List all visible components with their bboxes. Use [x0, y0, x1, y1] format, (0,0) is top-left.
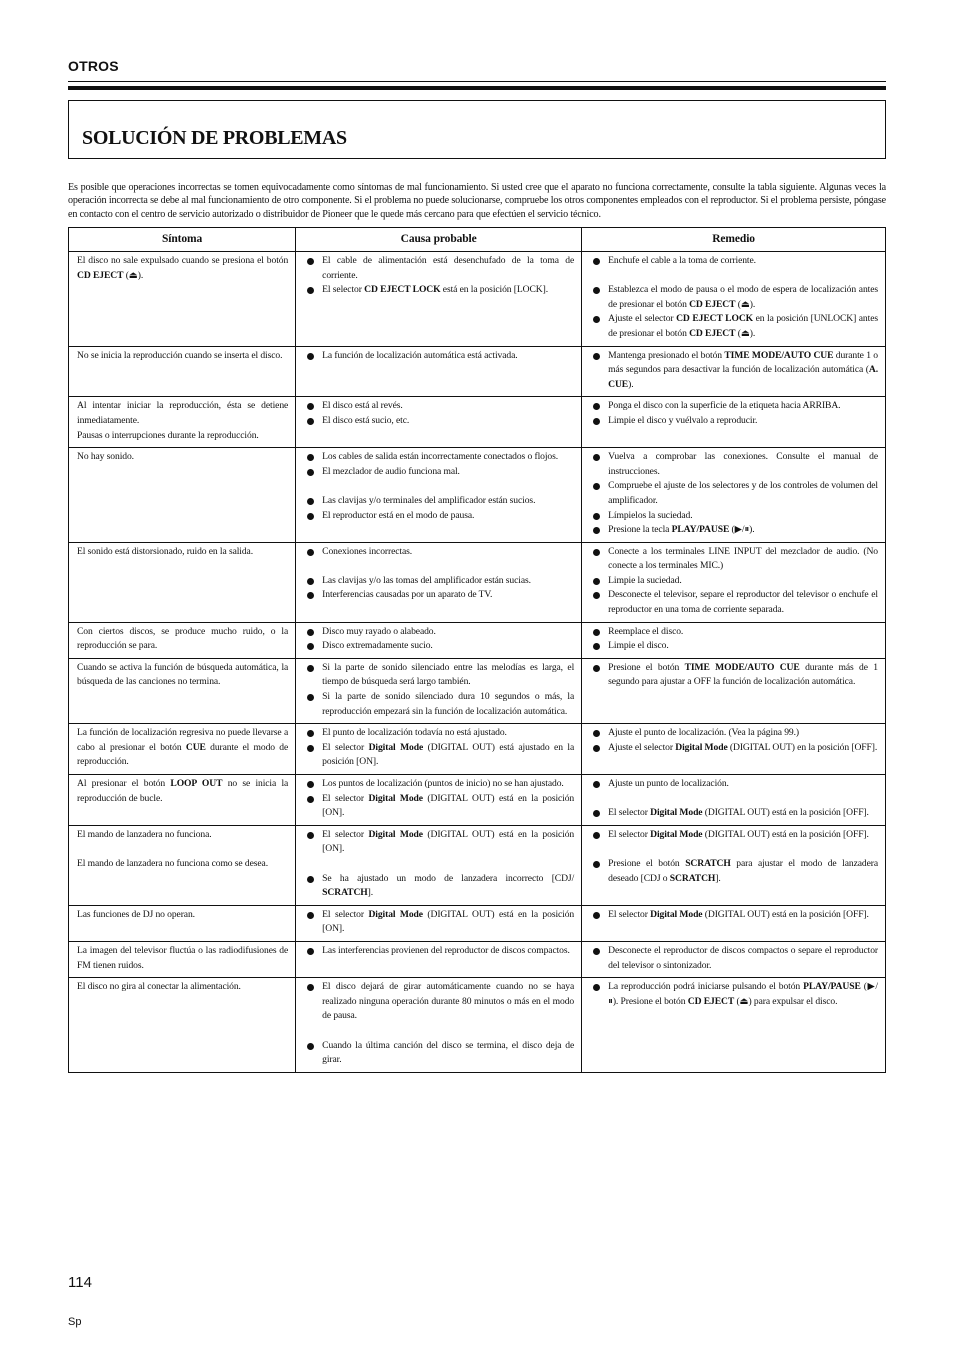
- cause-cell: [296, 252, 582, 347]
- cause-cell: [296, 978, 582, 1073]
- remedy-cell-list: [590, 828, 878, 886]
- remedy-cell-list: [590, 625, 878, 654]
- symptom-text: No se inicia la reproducción cuando se inserta el disco.: [77, 349, 283, 361]
- remedy-cell: [582, 542, 886, 622]
- intro-paragraph: Es posible que operaciones incorrectas se tomen equivocadamente como síntomas de mal funcionamiento. Si usted cree que el aparato no funciona correctamente, consulte la tabla siguiente. Algunas veces la operación incorrecta se debe al mal funcionamiento de otro componente. Si el problema no puede solucionarse, compruebe los otros componentes empleados con el reproductor. Si el problema persiste, póngase en contacto con el centro de servicio autorizado o distribuidor de Pioneer que le quede más cercano para que efectúen el servicio técnico.: [68, 182, 886, 220]
- remedy-cell: [582, 448, 886, 543]
- remedy-cell: [582, 658, 886, 723]
- symptom-text: El sonido está distorsionado, ruido en la salida.: [77, 545, 254, 557]
- remedy-cell-list: [590, 944, 878, 973]
- cause-item: Las interferencias provienen del reproductor de discos compactos.: [304, 944, 574, 959]
- symptom-cell: [69, 346, 296, 397]
- symptom-cell: [69, 941, 296, 977]
- symptom-text: El mando de lanzadera no funciona como se desea.: [77, 857, 268, 869]
- cause-item: El disco está al revés.: [304, 399, 574, 414]
- remedy-cell-list: [590, 254, 878, 342]
- cause-cell-list: [304, 450, 574, 523]
- remedy-cell: [582, 622, 886, 658]
- symptom-cell: [69, 252, 296, 347]
- cause-item: El disco está sucio, etc.: [304, 414, 574, 429]
- remedy-cell-list: [590, 545, 878, 618]
- remedy-item: Ponga el disco con la superficie de la etiqueta hacia ARRIBA.: [590, 399, 878, 414]
- remedy-item: Ajuste un punto de localización.: [590, 777, 878, 792]
- title-box: [68, 100, 886, 159]
- cause-cell-list: [304, 980, 574, 1068]
- remedy-item: Enchufe el cable a la toma de corriente.: [590, 254, 878, 269]
- cause-item: El disco dejará de girar automáticamente cuando no se haya realizado ninguna operación durante 80 minutos o más en el modo de pausa.: [304, 980, 574, 1024]
- cause-item: Los puntos de localización (puntos de inicio) no se han ajustado.: [304, 777, 574, 792]
- remedy-item: Presione el botón TIME MODE/AUTO CUE durante más de 1 segundo para ajustar a OFF la función de localización automática.: [590, 661, 878, 690]
- symptom-cell: [69, 775, 296, 826]
- cause-cell: [296, 622, 582, 658]
- cause-cell: [296, 775, 582, 826]
- section-label: OTROS: [68, 58, 119, 74]
- symptom-text: No hay sonido.: [77, 451, 134, 463]
- remedy-cell-list: [590, 349, 878, 393]
- header-cause: Causa probable: [296, 228, 582, 252]
- remedy-item: Mantenga presionado el botón TIME MODE/AUTO CUE durante 1 o más segundos para desactivar la función de localización automática (A. CUE).: [590, 349, 878, 393]
- remedy-cell: [582, 941, 886, 977]
- symptom-cell: [69, 905, 296, 941]
- header-remedy: Remedio: [582, 228, 886, 252]
- remedy-item: La reproducción podrá iniciarse pulsando el botón PLAY/PAUSE (▶/⏸). Presione el botón CD EJECT (⏏) para expulsar el disco.: [590, 980, 878, 1009]
- cause-item: El cable de alimentación está desenchufado de la toma de corriente.: [304, 254, 574, 283]
- symptom-cell: [69, 542, 296, 622]
- cause-item: Disco extremadamente sucio.: [304, 639, 574, 654]
- remedy-item: Ajuste el punto de localización. (Vea la página 99.): [590, 726, 878, 741]
- remedy-cell: [582, 346, 886, 397]
- remedy-item: Presione el botón SCRATCH para ajustar el modo de lanzadera deseado [CDJ o SCRATCH].: [590, 857, 878, 886]
- table-row: [69, 978, 886, 1073]
- remedy-cell: [582, 397, 886, 448]
- cause-cell-list: [304, 908, 574, 937]
- cause-cell: [296, 724, 582, 775]
- remedy-cell: [582, 775, 886, 826]
- cause-cell: [296, 346, 582, 397]
- cause-cell-list: [304, 349, 574, 364]
- symptom-text: El disco no sale expulsado cuando se presiona el botón CD EJECT (⏏).: [77, 255, 289, 281]
- cause-cell-list: [304, 399, 574, 428]
- symptom-cell: [69, 397, 296, 448]
- remedy-cell: [582, 905, 886, 941]
- symptom-cell: [69, 622, 296, 658]
- remedy-item: Desconecte el reproductor de discos compactos o separe el reproductor del televisor o sintonizador.: [590, 944, 878, 973]
- cause-cell: [296, 905, 582, 941]
- table-row: [69, 775, 886, 826]
- cause-item: El selector Digital Mode (DIGITAL OUT) está en la posición [ON].: [304, 828, 574, 857]
- remedy-cell: [582, 978, 886, 1073]
- table-row: [69, 542, 886, 622]
- table-row: [69, 941, 886, 977]
- cause-item: Interferencias causadas por un aparato de TV.: [304, 588, 574, 603]
- cause-item: La función de localización automática está activada.: [304, 349, 574, 364]
- remedy-cell-list: [590, 777, 878, 821]
- symptom-text: Con ciertos discos, se produce mucho ruido, o la reproducción se para.: [77, 625, 289, 652]
- header-rule-thin: [68, 81, 886, 82]
- table-row: [69, 346, 886, 397]
- cause-cell: [296, 658, 582, 723]
- symptom-text: Al presionar el botón LOOP OUT no se inicia la reproducción de bucle.: [77, 778, 289, 804]
- table-row: [69, 622, 886, 658]
- table-row: [69, 658, 886, 723]
- symptom-text: La función de localización regresiva no puede llevarse a cabo al presionar el botón CUE durante el modo de reproducción.: [77, 727, 289, 768]
- cause-item: El reproductor está en el modo de pausa.: [304, 509, 574, 524]
- remedy-item: Ajuste el selector Digital Mode (DIGITAL OUT) en la posición [OFF].: [590, 741, 878, 756]
- cause-cell-list: [304, 661, 574, 719]
- cause-cell-list: [304, 777, 574, 821]
- remedy-item: Desconecte el televisor, separe el reproductor del televisor o enchufe el reproductor en una toma de corriente separada.: [590, 588, 878, 617]
- remedy-cell-list: [590, 399, 878, 428]
- remedy-cell-list: [590, 450, 878, 538]
- cause-item: El selector Digital Mode (DIGITAL OUT) está en la posición [ON].: [304, 792, 574, 821]
- remedy-cell: [582, 252, 886, 347]
- remedy-cell: [582, 825, 886, 905]
- symptom-text: Al intentar iniciar la reproducción, ésta se detiene inmediatamente.: [77, 400, 289, 426]
- cause-cell-list: [304, 726, 574, 770]
- remedy-item: Presione la tecla PLAY/PAUSE (▶/⏸).: [590, 523, 878, 538]
- cause-cell: [296, 448, 582, 543]
- cause-item: Las clavijas y/o terminales del amplificador están sucios.: [304, 494, 574, 509]
- cause-cell: [296, 542, 582, 622]
- remedy-cell-list: [590, 661, 878, 690]
- remedy-item: Limpie el disco.: [590, 639, 878, 654]
- remedy-item: El selector Digital Mode (DIGITAL OUT) está en la posición [OFF].: [590, 806, 878, 821]
- remedy-item: Ajuste el selector CD EJECT LOCK en la posición [UNLOCK] antes de presionar el botón CD EJECT (⏏).: [590, 312, 878, 341]
- language-code: Sp: [68, 1316, 82, 1328]
- cause-item: Conexiones incorrectas.: [304, 545, 574, 560]
- page-number: 114: [68, 1274, 92, 1291]
- remedy-item: El selector Digital Mode (DIGITAL OUT) está en la posición [OFF].: [590, 908, 878, 923]
- table-header-row: [69, 228, 886, 252]
- cause-cell: [296, 397, 582, 448]
- remedy-item: Conecte a los terminales LINE INPUT del mezclador de audio. (No conecte a los terminales MIC.): [590, 545, 878, 574]
- symptom-text: Pausas o interrupciones durante la reproducción.: [77, 429, 259, 441]
- cause-cell-list: [304, 944, 574, 959]
- symptom-cell: [69, 658, 296, 723]
- cause-cell-list: [304, 625, 574, 654]
- cause-cell-list: [304, 828, 574, 901]
- remedy-item: Límpielos la suciedad.: [590, 509, 878, 524]
- remedy-item: Limpie la suciedad.: [590, 574, 878, 589]
- cause-item: Se ha ajustado un modo de lanzadera incorrecto [CDJ/ SCRATCH].: [304, 872, 574, 901]
- cause-cell: [296, 941, 582, 977]
- symptom-text: Las funciones de DJ no operan.: [77, 908, 195, 920]
- remedy-item: Establezca el modo de pausa o el modo de espera de localización antes de presionar el botón CD EJECT (⏏).: [590, 283, 878, 312]
- cause-item: Disco muy rayado o alabeado.: [304, 625, 574, 640]
- symptom-text: Cuando se activa la función de búsqueda automática, la búsqueda de las canciones no termina.: [77, 661, 289, 688]
- remedy-item: Compruebe el ajuste de los selectores y de los controles de volumen del amplificador.: [590, 479, 878, 508]
- cause-item: Los cables de salida están incorrectamente conectados o flojos.: [304, 450, 574, 465]
- symptom-cell: [69, 448, 296, 543]
- remedy-item: Vuelva a comprobar las conexiones. Consulte el manual de instrucciones.: [590, 450, 878, 479]
- table-row: [69, 905, 886, 941]
- remedy-item: Reemplace el disco.: [590, 625, 878, 640]
- cause-cell-list: [304, 545, 574, 603]
- cause-item: Las clavijas y/o las tomas del amplificador están sucias.: [304, 574, 574, 589]
- cause-item: El punto de localización todavía no está ajustado.: [304, 726, 574, 741]
- header-symptom: Síntoma: [69, 228, 296, 252]
- remedy-item: Limpie el disco y vuélvalo a reproducir.: [590, 414, 878, 429]
- symptom-cell: [69, 978, 296, 1073]
- table-row: [69, 252, 886, 347]
- cause-item: Cuando la última canción del disco se termina, el disco deja de girar.: [304, 1039, 574, 1068]
- cause-item: Si la parte de sonido silenciado entre las melodías es larga, el tiempo de búsqueda será largo también.: [304, 661, 574, 690]
- table-row: [69, 825, 886, 905]
- page-title: SOLUCIÓN DE PROBLEMAS: [82, 127, 347, 149]
- table-row: [69, 724, 886, 775]
- symptom-text: La imagen del televisor fluctúa o las radiodifusiones de FM tienen ruidos.: [77, 944, 289, 971]
- troubleshooting-table: [68, 227, 886, 1073]
- remedy-cell: [582, 724, 886, 775]
- header-rule-thick: [68, 86, 886, 90]
- remedy-cell-list: [590, 726, 878, 755]
- cause-item: El mezclador de audio funciona mal.: [304, 465, 574, 480]
- remedy-item: El selector Digital Mode (DIGITAL OUT) está en la posición [OFF].: [590, 828, 878, 843]
- cause-item: Si la parte de sonido silenciado dura 10 segundos o más, la reproducción empezará sin la función de localización automática.: [304, 690, 574, 719]
- remedy-cell-list: [590, 908, 878, 923]
- cause-item: El selector CD EJECT LOCK está en la posición [LOCK].: [304, 283, 574, 298]
- cause-item: El selector Digital Mode (DIGITAL OUT) está ajustado en la posición [ON].: [304, 741, 574, 770]
- cause-item: El selector Digital Mode (DIGITAL OUT) está en la posición [ON].: [304, 908, 574, 937]
- remedy-cell-list: [590, 980, 878, 1009]
- symptom-text: El mando de lanzadera no funciona.: [77, 828, 212, 840]
- symptom-cell: [69, 724, 296, 775]
- cause-cell: [296, 825, 582, 905]
- table-row: [69, 397, 886, 448]
- cause-cell-list: [304, 254, 574, 298]
- symptom-cell: [69, 825, 296, 905]
- symptom-text: El disco no gira al conectar la alimentación.: [77, 981, 241, 993]
- table-row: [69, 448, 886, 543]
